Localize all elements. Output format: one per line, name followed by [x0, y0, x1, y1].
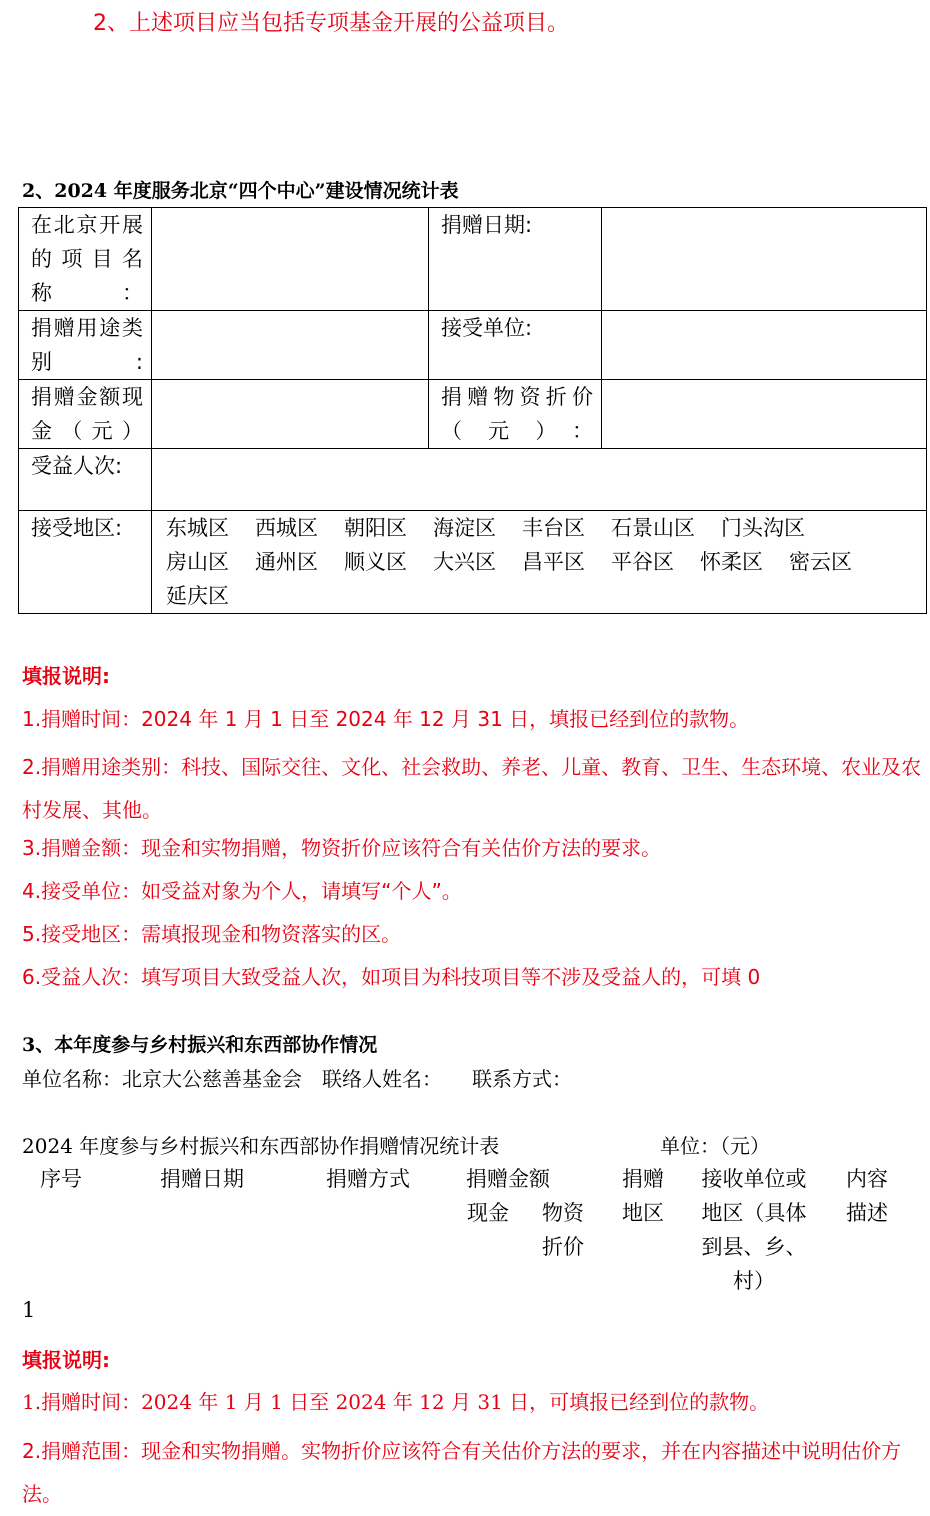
- section2-note: 6.受益人次：填写项目大致受益人次，如项目为科技项目等不涉及受益人的，可填 0: [22, 965, 761, 989]
- district-option[interactable]: 门头沟区: [721, 516, 805, 540]
- section2-note: 4.接受单位：如受益对象为个人，请填写“个人”。: [22, 879, 462, 903]
- section3-unit: 单位：（元）: [660, 1134, 770, 1158]
- district-option[interactable]: 石景山区: [611, 516, 695, 540]
- district-option[interactable]: 海淀区: [433, 516, 496, 540]
- district-option[interactable]: 丰台区: [522, 516, 585, 540]
- donation-date-label: 捐赠日期:: [429, 208, 602, 311]
- project-name-field[interactable]: [152, 208, 429, 311]
- district-option[interactable]: 大兴区: [433, 550, 496, 574]
- header-desc: 内容描述: [846, 1167, 888, 1225]
- section3-note: 1.捐赠时间：2024 年 1 月 1 日至 2024 年 12 月 31 日，可填报已经到位的款物。: [22, 1390, 770, 1414]
- header-date: 捐赠日期: [160, 1167, 244, 1191]
- district-option[interactable]: 平谷区: [611, 550, 674, 574]
- section3-notes-heading: 填报说明:: [22, 1348, 110, 1372]
- goods-value-label: 捐赠物资折价（元）：: [429, 380, 602, 449]
- service-statistics-form: [18, 207, 927, 614]
- donation-date-field[interactable]: [602, 208, 927, 311]
- header-goods: 物资折价: [542, 1201, 584, 1259]
- section3-org-line: 单位名称：北京大公慈善基金会 联络人姓名： 联系方式：: [22, 1067, 572, 1091]
- district-option[interactable]: 顺义区: [344, 550, 407, 574]
- recipient-unit-field[interactable]: [602, 311, 927, 380]
- region-options: [152, 511, 927, 614]
- recipient-unit-label: 接受单位:: [429, 311, 602, 380]
- section2-notes-heading: 填报说明:: [22, 664, 110, 688]
- purpose-label: 捐赠用途类别:: [19, 311, 152, 380]
- section3-title: 3、本年度参与乡村振兴和东西部协作情况: [22, 1034, 378, 1056]
- district-option[interactable]: 昌平区: [522, 550, 585, 574]
- district-option[interactable]: 房山区: [166, 550, 229, 574]
- section2-title: 2、2024 年度服务北京“四个中心”建设情况统计表: [22, 180, 459, 202]
- section2-note: 2.捐赠用途类别：科技、国际交往、文化、社会救助、养老、儿童、教育、卫生、生态环境、农业及农村发展、其他。: [22, 755, 922, 822]
- district-option[interactable]: 怀柔区: [700, 550, 763, 574]
- project-name-label: 在北京开展的项目名称：: [19, 208, 152, 311]
- district-option[interactable]: 通州区: [255, 550, 318, 574]
- top-note: 2、上述项目应当包括专项基金开展的公益项目。: [93, 11, 569, 36]
- district-option[interactable]: 西城区: [255, 516, 318, 540]
- section2-note: 3.捐赠金额：现金和实物捐赠，物资折价应该符合有关估价方法的要求。: [22, 836, 662, 860]
- district-option[interactable]: 朝阳区: [344, 516, 407, 540]
- goods-value-field[interactable]: [602, 380, 927, 449]
- cash-amount-label: 捐赠金额现金（元）: [19, 380, 152, 449]
- section3-table-title: 2024 年度参与乡村振兴和东西部协作捐赠情况统计表: [22, 1134, 500, 1158]
- header-seq: 序号: [40, 1167, 82, 1191]
- header-receiver: 接收单位或地区（具体到县、乡、村）: [701, 1167, 807, 1293]
- region-label: 接受地区:: [19, 511, 152, 614]
- row-number: 1: [22, 1298, 36, 1322]
- beneficiaries-label: 受益人次:: [19, 449, 152, 511]
- header-method: 捐赠方式: [326, 1167, 410, 1191]
- cash-amount-field[interactable]: [152, 380, 429, 449]
- district-option[interactable]: 密云区: [789, 550, 852, 574]
- section2-note: 1.捐赠时间：2024 年 1 月 1 日至 2024 年 12 月 31 日，填报已经到位的款物。: [22, 707, 750, 731]
- purpose-field[interactable]: [152, 311, 429, 380]
- section3-note: 2.捐赠范围：现金和实物捐赠。实物折价应该符合有关估价方法的要求，并在内容描述中说明估价方法。: [22, 1439, 902, 1506]
- district-option[interactable]: 东城区: [166, 516, 229, 540]
- beneficiaries-field[interactable]: [152, 449, 927, 511]
- header-cash: 现金: [467, 1201, 509, 1225]
- district-option[interactable]: 延庆区: [166, 584, 229, 608]
- section2-note: 5.接受地区：需填报现金和物资落实的区。: [22, 922, 402, 946]
- header-region: 捐赠地区: [622, 1167, 664, 1225]
- header-amount: 捐赠金额: [466, 1167, 550, 1191]
